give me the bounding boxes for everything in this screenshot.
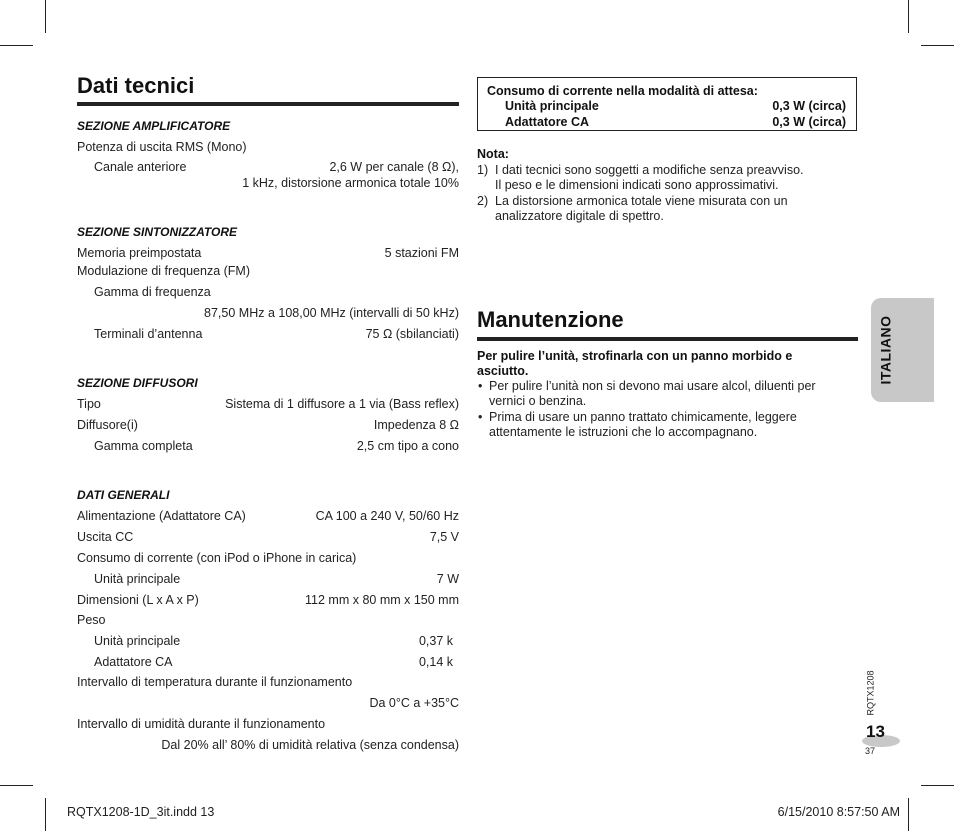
document-code-vertical xyxy=(856,668,886,718)
bullet-text: vernici o benzina. xyxy=(489,394,587,408)
crop-mark xyxy=(45,0,46,33)
maintenance-title: Manutenzione xyxy=(477,307,624,332)
title-rule xyxy=(77,102,459,106)
section-heading-speakers: SEZIONE DIFFUSORI xyxy=(77,376,198,390)
spec-label: Intervallo di umidità durante il funzionamento xyxy=(77,717,326,731)
note-text: analizzatore digitale di spettro. xyxy=(495,209,664,223)
note-number: 2) xyxy=(477,194,489,208)
spec-label: Canale anteriore xyxy=(94,160,187,174)
bullet-text: attentamente le istruzioni che lo accompagnano. xyxy=(489,425,758,439)
maintenance-rule xyxy=(477,337,858,341)
section-heading-tuner: SEZIONE SINTONIZZATORE xyxy=(77,225,238,239)
spec-value: 1 kHz, distorsione armonica totale 10% xyxy=(242,176,459,190)
spec-label: Terminali d’antenna xyxy=(94,327,203,341)
note-text: La distorsione armonica totale viene misurata con un xyxy=(495,194,788,208)
spec-label: Uscita CC xyxy=(77,530,134,544)
spec-value: 87,50 MHz a 108,00 MHz (intervalli di 50 kHz) xyxy=(204,306,459,320)
spec-label: Dimensioni (L x A x P) xyxy=(77,593,199,607)
footer-datetime: 6/15/2010 8:57:50 AM xyxy=(777,805,900,819)
crop-mark xyxy=(908,798,909,831)
bullet-icon: • xyxy=(478,379,483,393)
standby-adapter-value: 0,3 W (circa) xyxy=(772,115,846,129)
crop-mark xyxy=(921,45,954,46)
note-text: I dati tecnici sono soggetti a modifiche senza preavviso. xyxy=(495,163,804,177)
crop-mark xyxy=(921,785,954,786)
spec-label: Potenza di uscita RMS (Mono) xyxy=(77,140,247,154)
document-code-text: RQTX1208 xyxy=(866,670,876,716)
spec-value: 0,14 k xyxy=(418,655,453,669)
spec-value: CA 100 a 240 V, 50/60 Hz xyxy=(315,509,459,523)
spec-value: 2,6 W per canale (8 Ω), xyxy=(329,160,459,174)
note-text: Il peso e le dimensioni indicati sono approssimativi. xyxy=(495,178,779,192)
crop-mark xyxy=(0,785,33,786)
bullet-icon: • xyxy=(478,410,483,424)
spec-label: Diffusore(i) xyxy=(77,418,138,432)
spec-label: Unità principale xyxy=(94,634,181,648)
language-tab-label xyxy=(871,298,901,402)
bullet-text: Prima di usare un panno trattato chimicamente, leggere xyxy=(489,410,797,424)
spec-value: 2,5 cm tipo a cono xyxy=(356,439,459,453)
spec-value: 7,5 V xyxy=(429,530,459,544)
spec-value: Impedenza 8 Ω xyxy=(373,418,459,432)
standby-adapter-label: Adattatore CA xyxy=(505,115,590,129)
note-heading: Nota: xyxy=(477,147,509,161)
spec-value: 0,37 k xyxy=(418,634,453,648)
spec-value: Dal 20% all’ 80% di umidità relativa (senza condensa) xyxy=(161,738,459,752)
bullet-text: Per pulire l’unità non si devono mai usare alcol, diluenti per xyxy=(489,379,816,393)
spec-value: 112 mm x 80 mm x 150 mm xyxy=(305,593,459,607)
spec-label: Memoria preimpostata xyxy=(77,246,202,260)
spec-label: Gamma completa xyxy=(94,439,193,453)
crop-mark xyxy=(908,0,909,33)
standby-heading: Consumo di corrente nella modalità di attesa: xyxy=(487,84,758,98)
spec-value: Da 0°C a +35°C xyxy=(369,696,459,710)
spec-label: Tipo xyxy=(77,397,101,411)
spec-value: 5 stazioni FM xyxy=(384,246,459,260)
spec-label: Unità principale xyxy=(94,572,181,586)
maintenance-lead: asciutto. xyxy=(477,364,529,378)
spec-label: Modulazione di frequenza (FM) xyxy=(77,264,250,278)
standby-main-label: Unità principale xyxy=(505,99,599,113)
footer-file: RQTX1208-1D_3it.indd 13 xyxy=(67,805,215,819)
spec-value: 75 Ω (sbilanciati) xyxy=(365,327,459,341)
spec-label: Gamma di frequenza xyxy=(94,285,211,299)
maintenance-lead: Per pulire l’unità, strofinarla con un panno morbido e xyxy=(477,349,793,363)
spec-label: Intervallo di temperatura durante il funzionamento xyxy=(77,675,353,689)
spec-label: Alimentazione (Adattatore CA) xyxy=(77,509,246,523)
note-number: 1) xyxy=(477,163,489,177)
spec-value: Sistema di 1 diffusore a 1 via (Bass reflex) xyxy=(225,397,459,411)
crop-mark xyxy=(45,798,46,831)
page-title: Dati tecnici xyxy=(77,73,195,98)
section-heading-amplifier: SEZIONE AMPLIFICATORE xyxy=(77,119,231,133)
page-number-small: 37 xyxy=(865,746,876,756)
section-heading-general: DATI GENERALI xyxy=(77,488,170,502)
standby-consumption-box xyxy=(477,77,857,131)
spec-label: Peso xyxy=(77,613,106,627)
standby-main-value: 0,3 W (circa) xyxy=(772,99,846,113)
spec-label: Consumo di corrente (con iPod o iPhone in carica) xyxy=(77,551,357,565)
spec-value: 7 W xyxy=(436,572,459,586)
crop-mark xyxy=(0,45,33,46)
spec-label: Adattatore CA xyxy=(94,655,173,669)
language-tab-text: ITALIANO xyxy=(878,315,895,385)
page-number: 13 xyxy=(866,722,885,741)
